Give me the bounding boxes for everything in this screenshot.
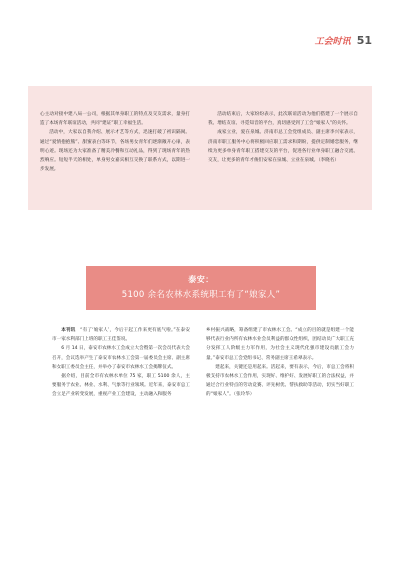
article-lead: 本刊讯	[61, 328, 76, 333]
page-number: 51	[356, 34, 372, 47]
article-title: 泰安：	[188, 275, 214, 284]
article-title-banner	[86, 266, 316, 310]
paragraph: 心主动对接中建八局一公司，根据其单身职工的特点及交友需求，量身打造了本场青年联谊活动，共同“建证”职工幸福生活。	[40, 112, 190, 127]
paragraph	[52, 326, 190, 344]
article-subtitle: 5100 余名农林水系统职工有了“娘家人”	[121, 290, 281, 300]
previous-article-right-column	[208, 110, 358, 165]
article-left-column	[52, 326, 190, 400]
paragraph: 活动结束后，大家纷纷表示，此次联谊活动为他们搭建了一个展示自我、增结友谊、寻觅知音的平台，真切感受到了工会“娘家人”的关怀。	[208, 112, 358, 127]
section-name: 工会时讯	[314, 37, 351, 47]
article-right-column	[206, 326, 354, 400]
paragraph: 活动中，大家以自我介绍、展示才艺等方式，迅速打破了初识隔阂。通过“爱情抱抱熊”、甜蜜表白等环节，各场男女青年们逐渐敞开心扉，表明心迹。现场还为大家准备了精美冷餐和互动礼品，得到了现场青年的热烈响应。短短半天的相处，单身男女嘉宾相互交换了联系方式，以期进一步发展。	[40, 130, 190, 173]
paragraph: 据介绍，目前全市有农林水单位 75 家，职工 5100 余人，主要服务于农业、林业、水利、气象等行业领域。近年来，泰安市总工会立足产业转变发展，重视产业工会建设，主动融入和服务	[52, 374, 190, 398]
paragraph-text: “有了‘娘家人’，今后干起工作来更有底气啦。”在泰安市一家水利部门上班的职工王佳鉴说。	[52, 328, 190, 343]
page-header	[315, 34, 372, 47]
paragraph: 乡村振兴战略，筹备组建了市农林水工会。“成立的目的就是组建一个能够代表行业内所有农林水业会员利益的群众性组织，团结动员广大职工充分发挥工人阶级主力军作用，为社会主义现代化强市建设贡献工会力量。”泰安市总工会党组书记、常务副主席王希翠表示。	[206, 328, 354, 361]
paragraph: 6 月 14 日，泰安市农林水工会成立大会暨第一次会员代表大会召开，会议选举产生了泰安市农林水工会第一届委员会主席、副主席和女职工委员会主任，并举办了泰安市农林水工会揭牌仪式。	[52, 346, 190, 370]
paragraph: 成家立业，爱在泉城。济南市总工会党组成员、副主席李兴家表示，济南市职工服务中心将积极回应职工需求和期盼，提供定制婚恋服务，继续为更多单身青年职工搭建交友的平台，促进各行业单身职工融合交流、交友，让更多的青年才俊们安家在泉城、立业在泉城。（李晓名）	[208, 130, 358, 164]
previous-article-left-column	[40, 110, 190, 174]
paragraph: 建起来，关键还是用起来。活起来，要有表示，今后，市总工会将积极支持市农林水工会作用，实现好、维护好、发展好职工的合法权益，并通过合行业特点的劳动竞赛、评先树优、帮扶救助等活动，切实当好职工的“娘家人”。（张玲华）	[206, 364, 354, 398]
